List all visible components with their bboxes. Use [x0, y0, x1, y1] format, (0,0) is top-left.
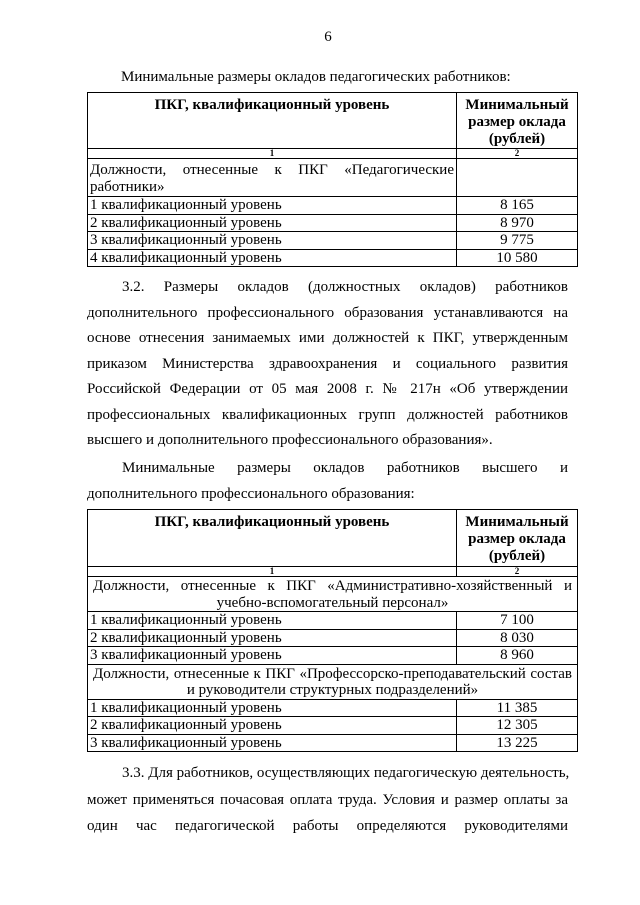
position-group-cell	[88, 664, 578, 699]
higher-education-salary-table	[87, 509, 578, 752]
header-line: размер оклада	[468, 114, 566, 130]
position-group-cell	[88, 159, 457, 197]
group-line: учебно-вспомогательный персонал»	[216, 594, 449, 611]
group-line: Должности, отнесенные к ПКГ «Административно-хозяйственный и	[93, 578, 572, 594]
qualification-row	[88, 699, 578, 717]
paragraph-line: основе отнесения занимаемых ими должностей к ПКГ, утвержденным	[87, 330, 568, 346]
column-header-min-salary	[457, 510, 578, 567]
column-number-1: 1	[88, 567, 457, 577]
paragraph-line: 3.3. Для работников, осуществляющих педагогическую деятельность,	[122, 765, 570, 781]
paragraph-line: один час педагогической работы определяются руководителями	[87, 818, 568, 834]
qualification-level-cell: 3 квалификационный уровень	[88, 734, 457, 752]
salary-value-cell: 9 775	[457, 232, 578, 250]
paragraph-3-2	[87, 275, 568, 454]
position-group-cell	[88, 577, 578, 612]
header-line: Минимальный	[465, 97, 569, 113]
salary-value-cell: 10 580	[457, 249, 578, 267]
header-line: размер оклада	[468, 531, 566, 547]
qualification-row	[88, 647, 578, 665]
column-number-row	[88, 567, 578, 577]
paragraph-line: может применяться почасовая оплата труда. Условия и размер оплаты за	[87, 791, 568, 808]
position-group-row	[88, 577, 578, 612]
column-number-1: 1	[88, 149, 457, 159]
qualification-row	[88, 717, 578, 735]
caption-line: Минимальные размеры окладов работников высшего и	[122, 460, 568, 476]
qualification-level-cell: 3 квалификационный уровень	[88, 647, 457, 665]
qualification-row	[88, 232, 578, 250]
qualification-level-cell: 2 квалификационный уровень	[88, 629, 457, 647]
page-number: 6	[324, 29, 332, 45]
group-line: работники»	[90, 179, 165, 195]
pedagogical-salary-table	[87, 92, 578, 267]
qualification-level-cell: 2 квалификационный уровень	[88, 214, 457, 232]
column-header-pkg-level: ПКГ, квалификационный уровень	[88, 510, 457, 567]
salary-value-cell: 8 030	[457, 629, 578, 647]
header-line: (рублей)	[488, 548, 546, 564]
header-line: (рублей)	[488, 131, 546, 147]
salary-value-cell: 13 225	[457, 734, 578, 752]
paragraph-line: высшего и дополнительного профессионального образования».	[87, 432, 493, 448]
qualification-row	[88, 734, 578, 752]
paragraph-3-3	[87, 760, 568, 840]
empty-salary-cell	[457, 159, 578, 197]
caption-line: дополнительного профессионального образования:	[87, 485, 415, 502]
qualification-level-cell: 4 квалификационный уровень	[88, 249, 457, 267]
column-header-min-salary	[457, 93, 578, 149]
qualification-row	[88, 612, 578, 630]
table-header-row	[88, 510, 578, 567]
table-1-caption: Минимальные размеры окладов педагогических работников:	[121, 69, 511, 85]
group-line: Должности, отнесенные к ПКГ «Профессорско-преподавательский состав	[93, 665, 572, 682]
qualification-row	[88, 629, 578, 647]
column-number-2: 2	[457, 149, 578, 159]
table-header-row	[88, 93, 578, 149]
paragraph-line: дополнительного профессионального образования устанавливаются на	[87, 304, 568, 321]
paragraph-line: приказом Министерства здравоохранения и социального развития	[87, 355, 568, 372]
table-2-caption	[87, 456, 568, 507]
qualification-level-cell: 1 квалификационный уровень	[88, 699, 457, 717]
header-line: Минимальный	[465, 514, 569, 530]
salary-value-cell: 8 970	[457, 214, 578, 232]
salary-value-cell: 12 305	[457, 717, 578, 735]
paragraph-line: 3.2. Размеры окладов (должностных окладов) работников	[122, 279, 568, 295]
qualification-row	[88, 197, 578, 215]
column-header-pkg-level: ПКГ, квалификационный уровень	[88, 93, 457, 149]
qualification-level-cell: 2 квалификационный уровень	[88, 717, 457, 735]
salary-value-cell: 8 960	[457, 647, 578, 665]
paragraph-line: Российской Федерации от 05 мая 2008 г. № 217н «Об утверждении	[87, 381, 568, 397]
qualification-level-cell: 3 квалификационный уровень	[88, 232, 457, 250]
qualification-row	[88, 214, 578, 232]
qualification-row	[88, 249, 578, 267]
paragraph-line: профессиональных квалификационных групп должностей работников	[87, 406, 568, 423]
qualification-level-cell: 1 квалификационный уровень	[88, 197, 457, 215]
position-group-row	[88, 664, 578, 699]
group-line: и руководители структурных подразделений»	[186, 682, 479, 698]
position-group-row	[88, 159, 578, 197]
salary-value-cell: 8 165	[457, 197, 578, 215]
group-line: Должности, отнесенные к ПКГ «Педагогические	[90, 162, 454, 178]
column-number-2: 2	[457, 567, 578, 577]
salary-value-cell: 7 100	[457, 612, 578, 630]
salary-value-cell: 11 385	[457, 699, 578, 717]
qualification-level-cell: 1 квалификационный уровень	[88, 612, 457, 630]
column-number-row	[88, 149, 578, 159]
